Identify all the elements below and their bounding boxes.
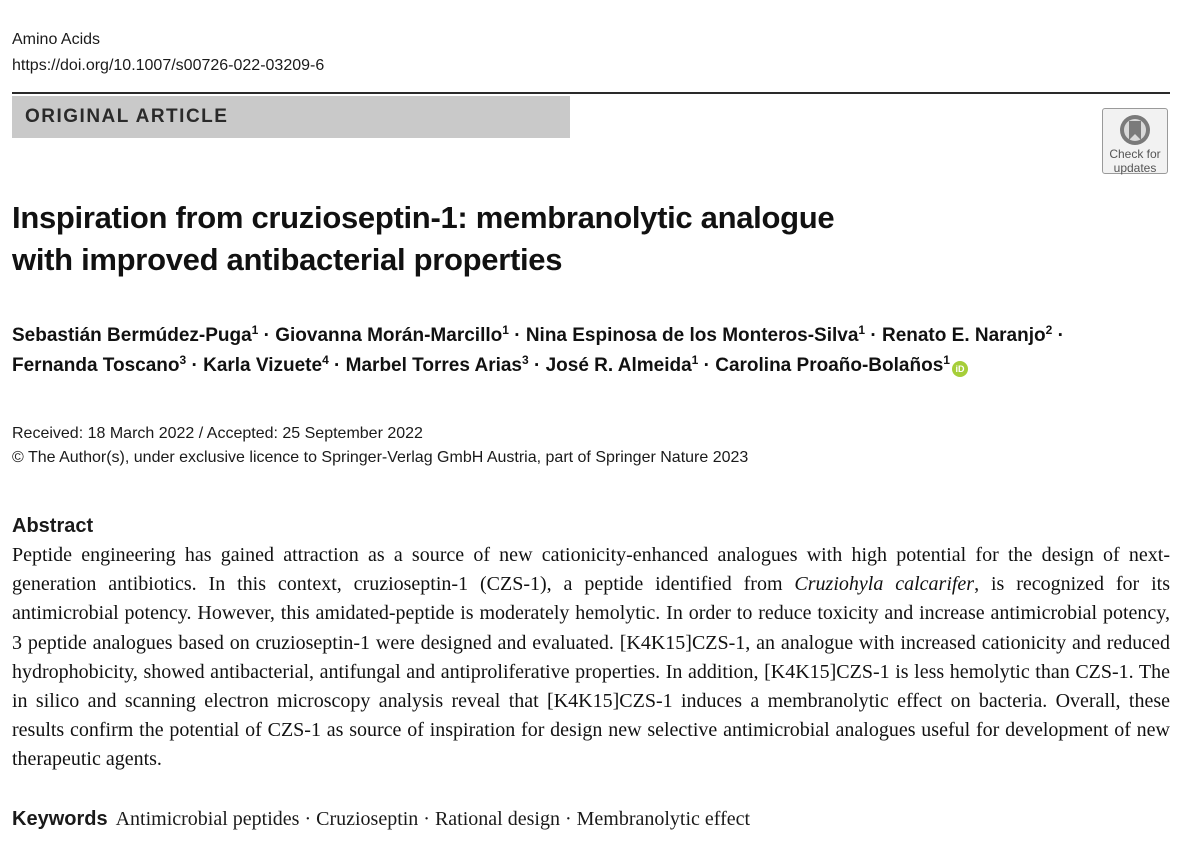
affiliation-mark: 2 <box>1045 323 1053 337</box>
abstract-text <box>12 541 1170 775</box>
affiliation-mark: 1 <box>691 353 699 367</box>
article-type-label: ORIGINAL ARTICLE <box>12 96 570 138</box>
author-name[interactable]: Marbel Torres Arias <box>345 355 522 376</box>
affiliation-mark: 1 <box>943 353 950 367</box>
author-name[interactable]: Renato E. Naranjo <box>881 325 1046 346</box>
check-updates-line1: Check for <box>1109 147 1161 161</box>
author-name[interactable]: Fernanda Toscano <box>12 355 180 376</box>
article-title <box>12 197 1162 281</box>
check-for-updates-button[interactable] <box>1102 108 1168 174</box>
author-name[interactable]: Giovanna Morán-Marcillo <box>275 325 503 346</box>
doi-link[interactable]: https://doi.org/10.1007/s00726-022-03209-6 <box>12 57 325 74</box>
affiliation-mark: 1 <box>858 323 866 337</box>
received-accepted-dates: Received: 18 March 2022 / Accepted: 25 September 2022 <box>12 425 423 442</box>
affiliation-mark: 1 <box>251 323 259 337</box>
author-name[interactable]: José R. Almeida <box>545 355 692 376</box>
title-line-2: with improved antibacterial properties <box>12 242 563 277</box>
journal-name: Amino Acids <box>12 31 101 48</box>
bookmark-circle-icon <box>1118 113 1152 147</box>
orcid-icon[interactable]: iD <box>952 361 968 377</box>
affiliation-mark: 1 <box>502 323 509 337</box>
affiliation-mark: 4 <box>322 353 329 367</box>
author-name[interactable]: Nina Espinosa de los Monteros-Silva <box>525 325 859 346</box>
abstract-part-1: Peptide engineering has gained attraction as a source of new cationicity-enhanced analogues with high potential for the design of next-generation antibiotics. In this context, cruzioseptin-1 (CZS-1), a peptide identified from <box>12 544 1170 596</box>
author-list: Sebastián Bermúdez-Puga$^1$ · Giovanna Morán-Marcillo$^1$ · Nina Espinosa de los Monteros-Silva$^1$ · Renato E. Naranjo$^2$ · Fernanda Toscano$^3$ · Karla Vizuete$^4$ · Marbel Torres Arias$^3$ · José R. Almeida$^1$ · Carolina Proaño-Bolaños$^1$iD <box>12 323 1064 376</box>
affiliation-mark: 3 <box>522 353 529 367</box>
species-name: Cruziohyla calcarifer <box>794 573 975 596</box>
keywords-list: Antimicrobial peptides · Cruzioseptin · Rational design · Membranolytic effect <box>115 808 751 830</box>
title-line-1: Inspiration from cruzioseptin-1: membranolytic analogue <box>12 200 835 235</box>
keywords-label: Keywords <box>12 808 108 830</box>
header-rule <box>12 92 1170 94</box>
abstract-part-2: , is recognized for its antimicrobial potency. However, this amidated-peptide is moderately hemolytic. In order to reduce toxicity and increase antimicrobial potency, 3 peptide analogues based on cruzioseptin-1 were designed and evaluated. [K4K15]CZS-1, an analogue with increased cationicity and reduced hydrophobicity, showed antibacterial, antifungal and antiproliferative properties. In addition, [K4K15]CZS-1 is less hemolytic than CZS-1. The in silico and scanning electron microscopy analysis reveal that [K4K15]CZS-1 induces a membranolytic effect on bacteria. Overall, these results confirm the potential of CZS-1 as source of inspiration for design new selective antimicrobial analogues useful for development of new therapeutic agents. <box>12 573 1170 771</box>
check-updates-line2: updates <box>1113 161 1157 175</box>
author-name[interactable]: Sebastián Bermúdez-Puga <box>12 325 252 346</box>
abstract-heading: Abstract <box>12 515 94 537</box>
affiliation-mark: 3 <box>179 353 187 367</box>
author-name[interactable]: Carolina Proaño-Bolaños <box>715 355 944 376</box>
author-name[interactable]: Karla Vizuete <box>203 355 323 376</box>
copyright-line: © The Author(s), under exclusive licence to Springer-Verlag GmbH Austria, part of Springer Nature 2023 <box>12 449 749 466</box>
keywords-line <box>12 806 750 832</box>
